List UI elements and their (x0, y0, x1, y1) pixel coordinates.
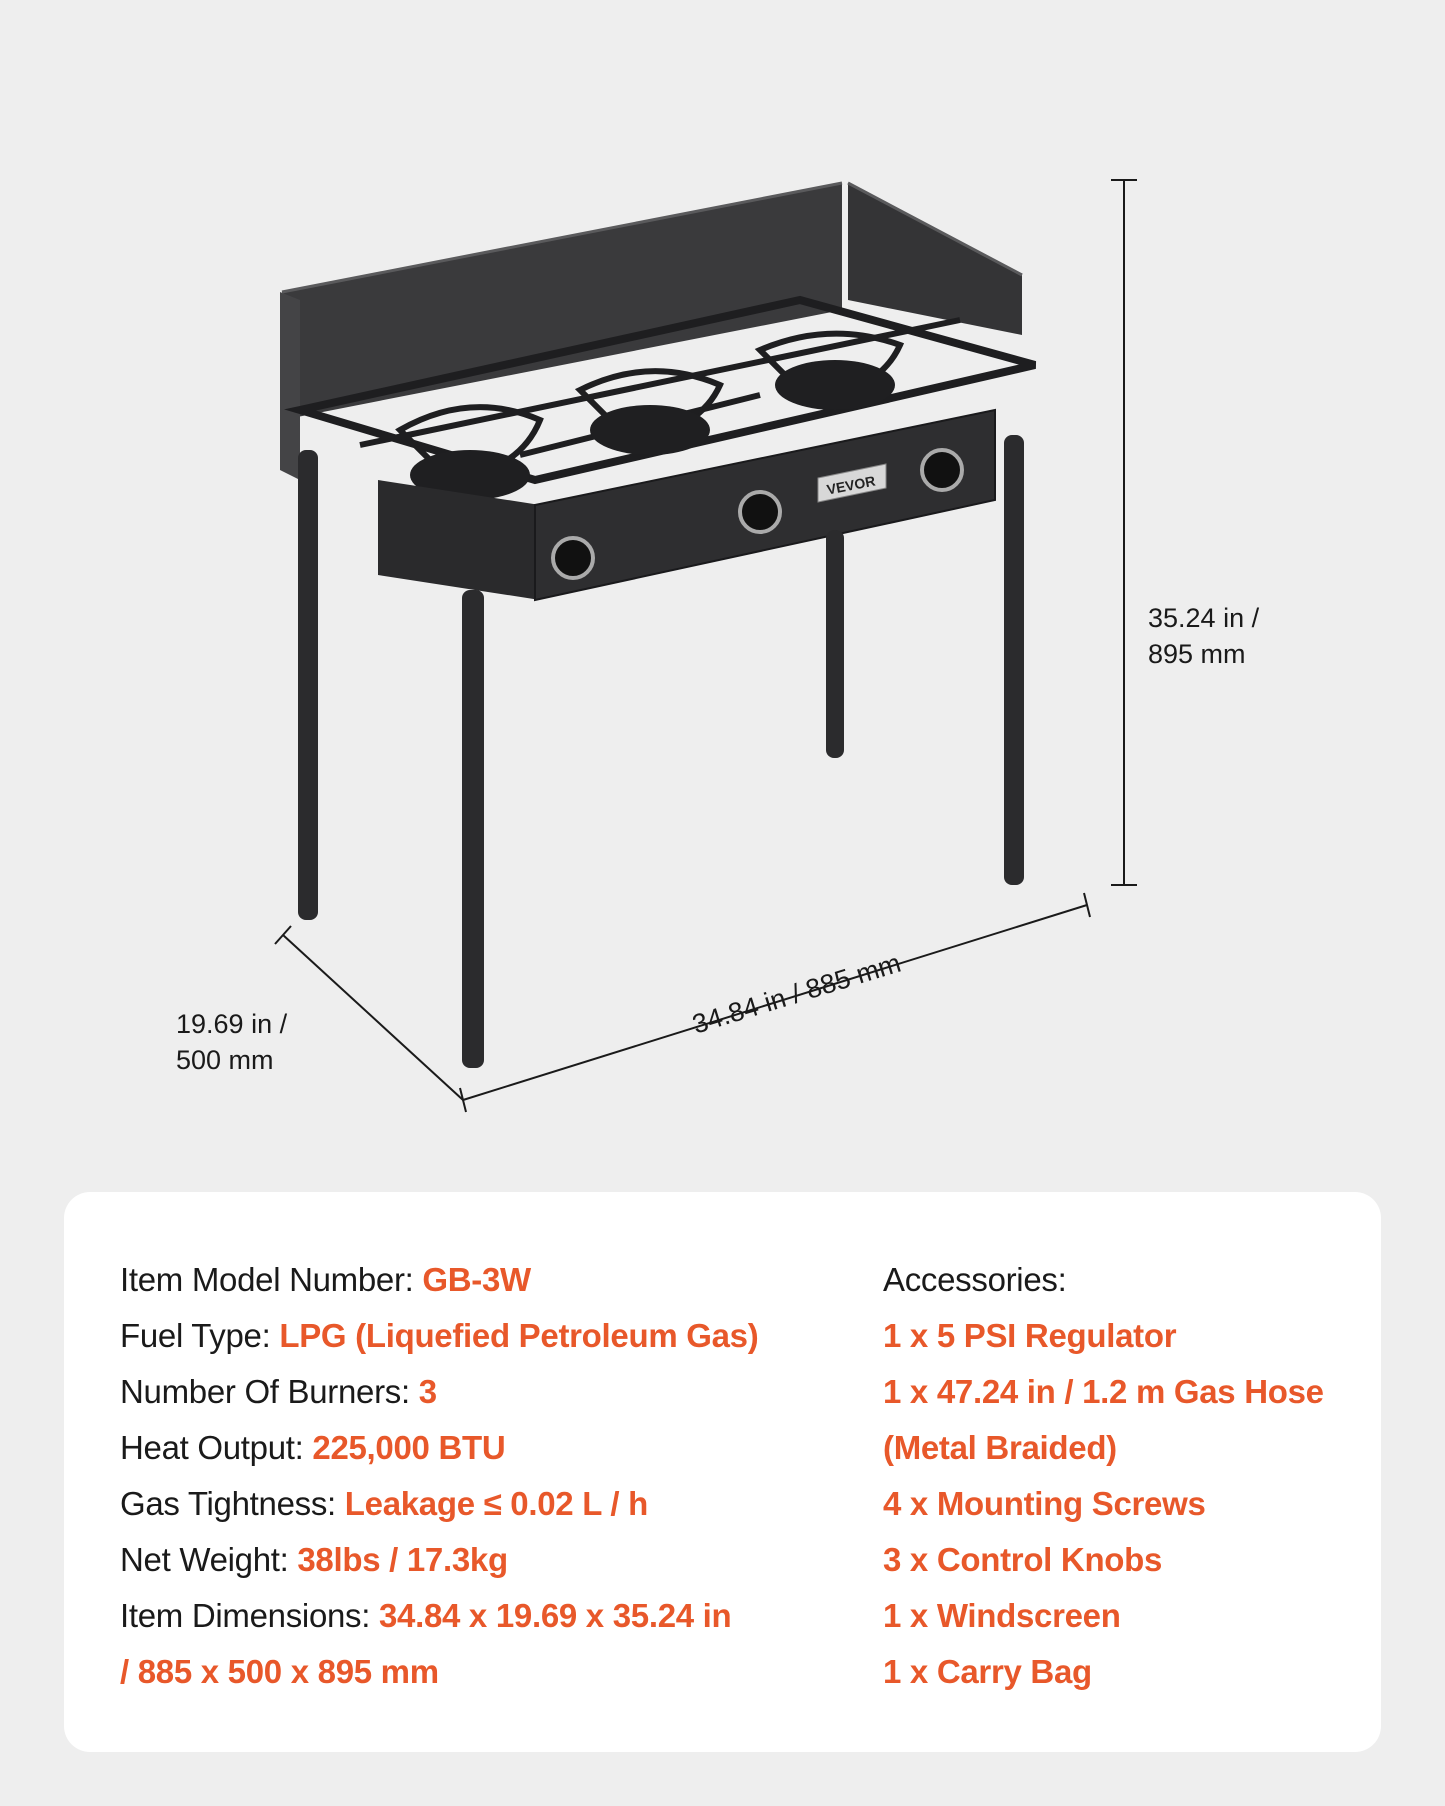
spec-row (120, 1308, 758, 1364)
stove-body (378, 480, 540, 600)
spec-label: Gas Tightness: (120, 1485, 345, 1522)
control-knob-left (553, 538, 593, 578)
spec-label: Fuel Type: (120, 1317, 280, 1354)
spec-card (64, 1192, 1381, 1752)
leg-front-left (462, 590, 484, 1068)
spec-value: Leakage ≤ 0.02 L / h (344, 1485, 648, 1522)
spec-row (120, 1420, 758, 1476)
spec-row (120, 1644, 758, 1700)
windscreen-side-left (280, 292, 300, 480)
accessory-item: 3 x Control Knobs (883, 1541, 1163, 1578)
burner-right (775, 360, 895, 410)
spec-row (120, 1532, 758, 1588)
spec-label: Heat Output: (120, 1429, 313, 1466)
height-label: 35.24 in / 895 mm (1148, 603, 1260, 669)
leg-back-left (298, 450, 318, 920)
windscreen-back-right (848, 183, 1022, 335)
depth-label: 19.69 in / 500 mm (176, 1009, 288, 1075)
spec-label: Item Dimensions: (120, 1597, 379, 1634)
spec-value: / 885 x 500 x 895 mm (120, 1653, 439, 1690)
control-knob-right (922, 450, 962, 490)
accessory-item: 1 x Windscreen (883, 1597, 1121, 1634)
accessory-item: 4 x Mounting Screws (883, 1485, 1206, 1522)
windscreen-back-left (282, 183, 842, 420)
spec-row (120, 1252, 758, 1308)
leg-back-right (826, 530, 844, 758)
spec-row (120, 1588, 758, 1644)
spec-value: 3 (418, 1373, 437, 1410)
accessories-list (883, 1252, 1324, 1700)
spec-value: GB-3W (422, 1261, 531, 1298)
accessory-item: 1 x 5 PSI Regulator (883, 1317, 1177, 1354)
control-knob-center (740, 492, 780, 532)
accessory-item: (Metal Braided) (883, 1429, 1117, 1466)
spec-value: 34.84 x 19.69 x 35.24 in (378, 1597, 732, 1634)
accessory-item: 1 x Carry Bag (883, 1653, 1092, 1690)
spec-row (120, 1364, 758, 1420)
burner-center (590, 405, 710, 455)
spec-row (120, 1476, 758, 1532)
spec-value: 38lbs / 17.3kg (297, 1541, 508, 1578)
spec-label: Item Model Number: (120, 1261, 423, 1298)
spec-label: Net Weight: (120, 1541, 298, 1578)
height-dimension-line (1111, 180, 1137, 885)
accessories-title: Accessories: (883, 1261, 1067, 1298)
accessory-item: 1 x 47.24 in / 1.2 m Gas Hose (883, 1373, 1324, 1410)
spec-label: Number Of Burners: (120, 1373, 419, 1410)
depth-dimension-line (275, 926, 463, 1100)
width-label: 34.84 in / 885 mm (688, 947, 905, 1040)
spec-value: LPG (Liquefied Petroleum Gas) (279, 1317, 759, 1354)
leg-front-right (1004, 435, 1024, 885)
svg-text:VEVOR: VEVOR (825, 472, 877, 498)
spec-list (120, 1252, 758, 1700)
spec-value: 225,000 BTU (312, 1429, 506, 1466)
